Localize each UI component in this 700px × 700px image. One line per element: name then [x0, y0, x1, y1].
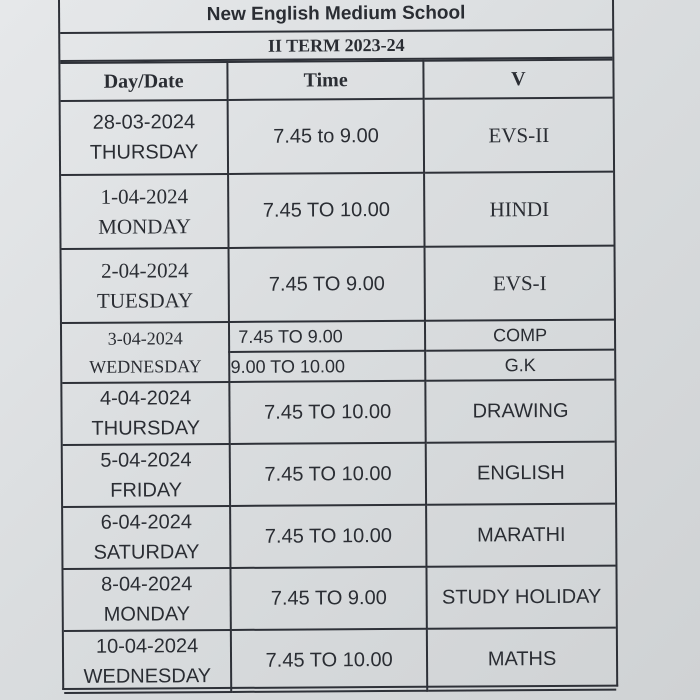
table-row — [63, 504, 615, 569]
subject-cell: EVS-I — [425, 246, 614, 321]
school-name: New English Medium School — [60, 0, 612, 34]
table-row — [64, 628, 616, 693]
date-text: 1-04-2024 — [100, 184, 189, 209]
time-cell: 9.00 TO 10.00 — [229, 351, 425, 382]
day-date-cell — [62, 382, 230, 445]
table-row — [61, 172, 613, 249]
day-text: THURSDAY — [91, 417, 201, 440]
subject-cell: EVS-II — [424, 98, 613, 173]
column-header-day: Day/Date — [60, 62, 228, 101]
date-text: 6-04-2024 — [100, 511, 192, 534]
timetable-sheet — [58, 0, 618, 690]
day-text: TUESDAY — [96, 288, 194, 313]
date-text: 28-03-2024 — [92, 111, 196, 134]
subject-cell: HINDI — [424, 172, 613, 247]
term-title: II TERM 2023-24 — [60, 31, 612, 62]
table-row — [61, 98, 613, 175]
date-text: 3-04-2024 — [107, 328, 183, 349]
time-cell: 7.45 TO 9.00 — [231, 567, 427, 630]
column-header-time: Time — [228, 61, 424, 100]
subject-cell: MARATHI — [426, 504, 615, 567]
date-text: 4-04-2024 — [99, 387, 192, 410]
date-text: 2-04-2024 — [100, 258, 189, 283]
table-row — [62, 380, 614, 445]
table-row — [63, 566, 615, 631]
day-date-cell — [63, 506, 231, 569]
date-text: 5-04-2024 — [100, 449, 192, 472]
subject-cell: G.K — [425, 350, 614, 381]
day-date-cell — [61, 100, 229, 175]
time-cell: 7.45 TO 10.00 — [231, 629, 427, 692]
table-row — [62, 320, 614, 353]
day-date-cell — [61, 174, 229, 249]
time-cell: 7.45 TO 10.00 — [230, 443, 426, 506]
table-header-row — [60, 60, 612, 101]
table-row — [62, 246, 614, 323]
time-cell: 7.45 TO 10.00 — [230, 505, 426, 568]
column-header-standard: V — [423, 60, 612, 99]
subject-cell: DRAWING — [425, 380, 614, 443]
subject-cell: MATHS — [427, 628, 616, 691]
date-text: 8-04-2024 — [101, 573, 193, 596]
time-cell: 7.45 to 9.00 — [228, 99, 424, 174]
subject-cell: STUDY HOLIDAY — [426, 566, 615, 629]
day-text: MONDAY — [103, 603, 191, 626]
day-date-cell — [63, 568, 231, 631]
day-date-cell — [62, 248, 230, 323]
time-cell: 7.45 TO 10.00 — [228, 173, 424, 248]
day-date-cell — [63, 444, 231, 507]
day-text: WEDNESDAY — [83, 665, 212, 688]
day-date-cell — [64, 630, 232, 693]
date-text: 10-04-2024 — [95, 635, 199, 658]
exam-timetable — [60, 59, 616, 694]
table-row — [63, 442, 615, 507]
time-cell: 7.45 TO 9.00 — [229, 247, 425, 322]
day-text: WEDNESDAY — [89, 356, 202, 377]
time-cell: 7.45 TO 10.00 — [230, 381, 426, 444]
subject-cell: ENGLISH — [426, 442, 615, 505]
day-text: THURSDAY — [89, 141, 199, 164]
day-text: SATURDAY — [93, 541, 200, 564]
day-text: MONDAY — [98, 214, 191, 239]
day-text: FRIDAY — [110, 479, 183, 502]
time-cell: 7.45 TO 9.00 — [229, 321, 425, 352]
day-date-cell — [62, 322, 230, 383]
subject-cell: COMP — [425, 320, 614, 351]
